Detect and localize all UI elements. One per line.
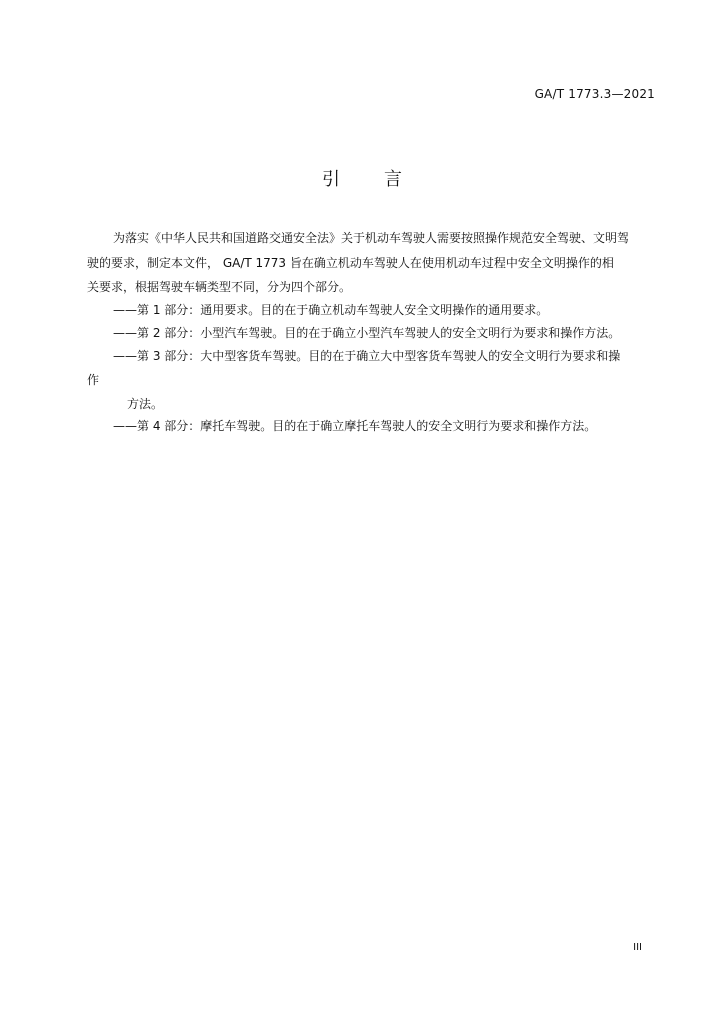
- part-4-item: ——第 4 部分：摩托车驾驶。目的在于确立摩托车驾驶人的安全文明行为要求和操作方法。: [113, 419, 597, 433]
- part-1-item: ——第 1 部分：通用要求。目的在于确立机动车驾驶人安全文明操作的通用要求。: [113, 303, 549, 317]
- intro-line-3: 关要求，根据驾驶车辆类型不同，分为四个部分。: [87, 280, 352, 294]
- standard-number: GA/T 1773.3—2021: [534, 87, 655, 101]
- intro-line-2: 驶的要求，制定本文件， GA/T 1773 旨在确立机动车驾驶人在使用机动车过程中安全文明操作的相: [87, 256, 614, 270]
- intro-line-1: 为落实《中华人民共和国道路交通安全法》关于机动车驾驶人需要按照操作规范安全驾驶、文明驾: [113, 231, 630, 245]
- part-3-item-line-1: ——第 3 部分：大中型客货车驾驶。目的在于确立大中型客货车驾驶人的安全文明行为要求和操: [113, 349, 621, 363]
- heading-char-2: 言: [384, 169, 402, 190]
- section-heading: [0, 165, 724, 191]
- part-3-item-line-2: 作: [87, 373, 100, 387]
- part-2-item: ——第 2 部分：小型汽车驾驶。目的在于确立小型汽车驾驶人的安全文明行为要求和操作方法。: [113, 326, 621, 340]
- part-3-item-line-3: 方法。: [127, 397, 164, 411]
- page-number: III: [633, 942, 642, 953]
- heading-char-1: 引: [322, 169, 340, 190]
